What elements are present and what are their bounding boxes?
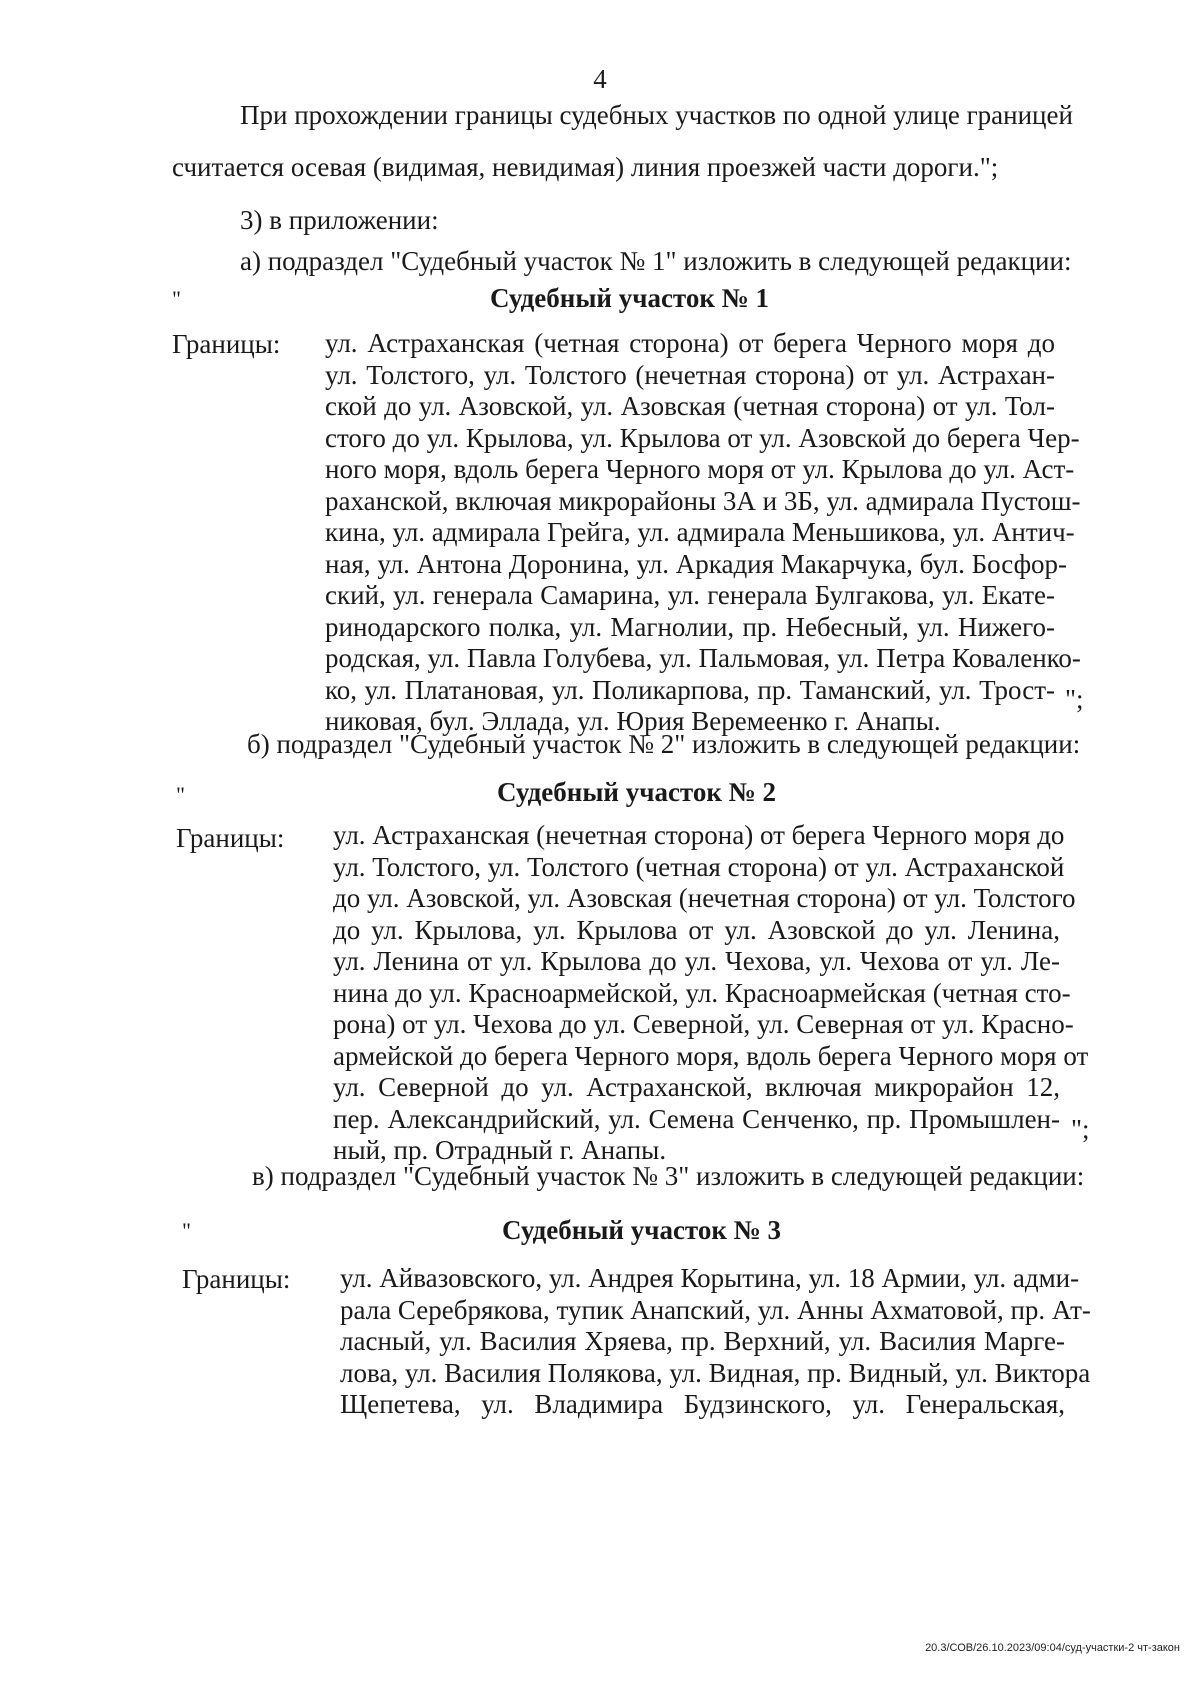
text-line: до ул. Крылова, ул. Крылова от ул. Азовской до ул. Ленина, (333, 914, 1060, 945)
boundaries-text (325, 328, 1081, 738)
text-line: Щепетева, ул. Владимира Будзинского, ул. Генеральская, (340, 1389, 1065, 1419)
text-line: ул. Айвазовского, ул. Андрея Корытина, ул. 18 Армии, ул. адми- (340, 1263, 1080, 1293)
section-title: Судебный участок № 1 (490, 283, 770, 313)
text-line: ул. Астраханская (нечетная сторона) от берега Черного моря до (333, 820, 1065, 850)
text-line: рона) от ул. Чехова до ул. Северной, ул. Северная от ул. Красно- (333, 1009, 1074, 1039)
text-line: рала Серебрякова, тупик Анапский, ул. Анны Ахматовой, пр. Ат- (340, 1294, 1091, 1325)
text-line: ской до ул. Азовской, ул. Азовская (четная сторона) от ул. Тол- (325, 391, 1055, 421)
text-line: пер. Александрийский, ул. Семена Сенченко, пр. Промышлен- (333, 1103, 1060, 1134)
text-line: нина до ул. Красноармейской, ул. Красноармейская (четная сто- (333, 977, 1071, 1008)
boundaries-label: Границы: (176, 823, 285, 853)
intro-line-4: а) подраздел "Судебный участок № 1" изложить в следующей редакции: (240, 246, 1072, 276)
document-footer-code: 20.3/СОВ/26.10.2023/09:04/суд-участки-2 чт-закон (925, 1642, 1180, 1654)
boundaries-text (340, 1263, 1091, 1421)
open-quote: " (176, 782, 185, 807)
text-line: ная, ул. Антона Доронина, ул. Аркадия Макарчука, бул. Босфор- (325, 548, 1068, 579)
text-line: лова, ул. Василия Полякова, ул. Видная, пр. Видный, ул. Виктора (340, 1357, 1091, 1388)
section-title: Судебный участок № 2 (497, 777, 777, 807)
boundaries-text (333, 820, 1089, 1167)
text-line: раханской, включая микрорайоны 3А и 3Б, ул. адмирала Пустош- (325, 485, 1081, 516)
intro-section-2: б) подраздел "Судебный участок № 2" изложить в следующей редакции: (247, 729, 1081, 759)
intro-line-1: При прохождении границы судебных участков по одной улице границей (240, 100, 1073, 130)
text-line: ул. Толстого, ул. Толстого (четная сторона) от ул. Астраханской (333, 851, 1065, 882)
text-line: ласный, ул. Василия Хряева, пр. Верхний, ул. Василия Марге- (340, 1326, 1065, 1356)
closing-quote: "; (1071, 1114, 1090, 1144)
page-number: 4 (593, 64, 607, 94)
open-quote: " (172, 286, 181, 311)
open-quote: " (182, 1218, 191, 1243)
intro-line-3: 3) в приложении: (240, 205, 439, 235)
text-line: ный, пр. Отрадный г. Анапы. (333, 1135, 667, 1165)
text-line: стого до ул. Крылова, ул. Крылова от ул. Азовской до берега Чер- (325, 422, 1080, 453)
closing-quote: "; (1065, 684, 1084, 714)
intro-section-3: в) подраздел "Судебный участок № 3" изложить в следующей редакции: (252, 1161, 1085, 1191)
text-line: родская, ул. Павла Голубева, ул. Пальмовая, ул. Петра Коваленко- (325, 643, 1081, 673)
text-line: никовая, бул. Эллада, ул. Юрия Веремеенко г. Анапы. (325, 706, 941, 736)
text-line: ул. Астраханская (четная сторона) от берега Черного моря до (325, 328, 1055, 358)
text-line: ул. Ленина от ул. Крылова до ул. Чехова, ул. Чехова от ул. Ле- (333, 946, 1060, 976)
text-line: ский, ул. генерала Самарина, ул. генерала Булгакова, ул. Екате- (325, 580, 1055, 610)
boundaries-label: Границы: (172, 329, 281, 359)
text-line: ного моря, вдоль берега Черного моря от ул. Крылова до ул. Аст- (325, 454, 1075, 484)
text-line: кина, ул. адмирала Грейга, ул. адмирала Меньшикова, ул. Антич- (325, 517, 1075, 547)
boundaries-label: Границы: (182, 1264, 291, 1294)
text-line: армейской до берега Черного моря, вдоль берега Черного моря от (333, 1040, 1089, 1071)
text-line: ринодарского полка, ул. Магнолии, пр. Небесный, ул. Нижего- (325, 611, 1055, 642)
text-line: ул. Толстого, ул. Толстого (нечетная сторона) от ул. Астрахан- (325, 359, 1055, 390)
intro-line-2: считается осевая (видимая, невидимая) линия проезжей части дороги."; (172, 152, 999, 182)
text-line: ул. Северной до ул. Астраханской, включая микрорайон 12, (333, 1072, 1060, 1102)
section-title: Судебный участок № 3 (502, 1215, 782, 1245)
text-line: до ул. Азовской, ул. Азовская (нечетная сторона) от ул. Толстого (333, 883, 1076, 913)
text-line: ко, ул. Платановая, ул. Поликарпова, пр. Таманский, ул. Трост- (325, 674, 1055, 705)
